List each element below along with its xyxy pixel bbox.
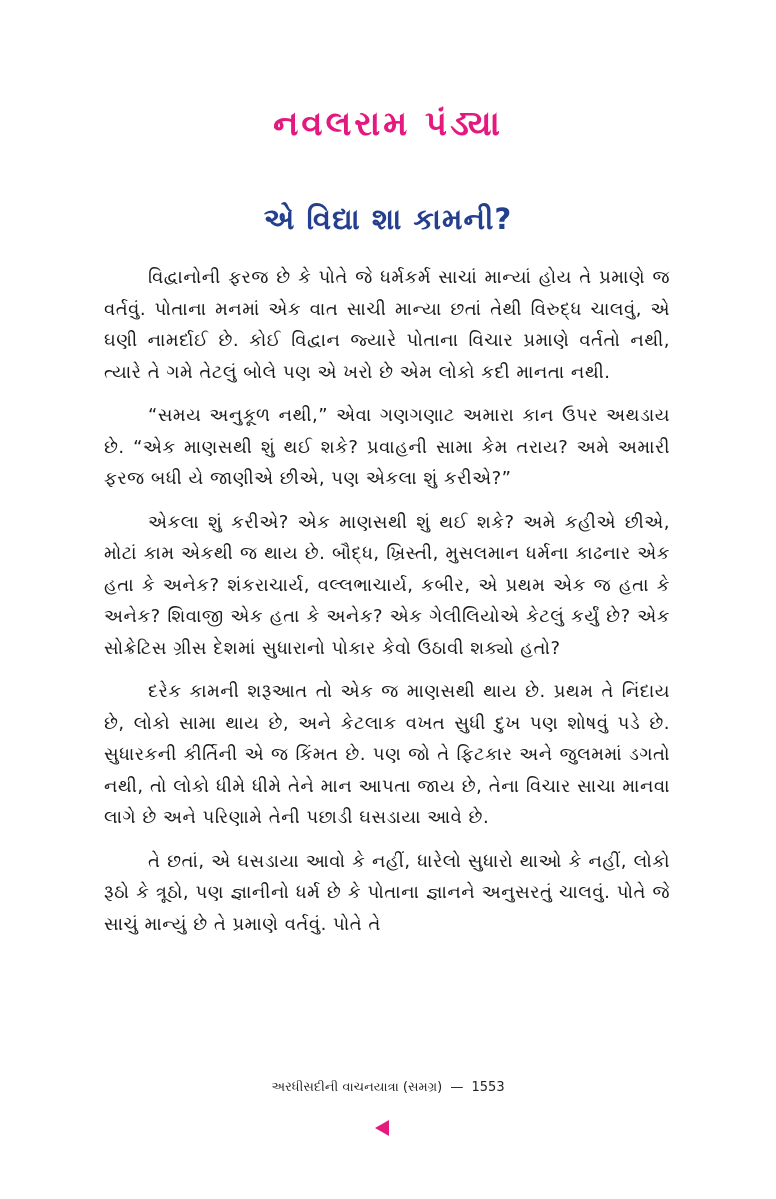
triangle-left-icon[interactable] [375,1120,389,1136]
paragraph-4: દરેક કામની શરૂઆત તો એક જ માણસથી થાય છે. પ્રથમ તે નિંદાય છે, લોકો સામા થાય છે, અને કેટલાક વખત સુધી દુખ પણ શોષવું પડે છે. સુધારકની કીર્તિની એ જ કિંમત છે. પણ જો તે ફિટકાર અને જુલમમાં ડગતો નથી, તો લોકો ધીમે ધીમે તેને માન આપતા જાય છે, તેના વિચાર સાચા માનવા લાગે છે અને પરિણામે તેની પછાડી ઘસડાયા આવે છે. [104,681,670,828]
body-text [104,262,670,952]
page-number: 1553 [471,1080,505,1095]
paragraph-3: એકલા શું કરીએ? એક માણસથી શું થઈ શકે? અમે કહીએ છીએ, મોટાં કામ એકથી જ થાય છે. બૌદ્ધ, ખ્રિસ્તી, મુસલમાન ધર્મના કાઢનાર એક હતા કે અનેક? શંકરાચાર્ય, વલ્લભાચાર્ય, કબીર, એ પ્રથમ એક જ હતા કે અનેક? શિવાજી એક હતા કે અનેક? એક ગેલીલિયોએ કેટલું કર્યું છે? એક સોક્રેટિસ ગ્રીસ દેશમાં સુધારાનો પોકાર કેવો ઉઠાવી શક્યો હતો? [104,511,670,659]
footer-book-title: અરધીસદીની વાચનયાત્રા (સમગ્ર) [271,1080,443,1095]
author-name: નવલરામ પંડ્યા [273,104,503,144]
paragraph-5: તે છતાં, એ ઘસડાયા આવો કે નહીં, ધારેલો સુધારો થાઓ કે નહીં, લોકો રૂઠો કે ત્રૂઠો, પણ જ્ઞાનીનો ધર્મ છે કે પોતાના જ્ઞાનને અનુસરતું ચાલવું. પોતે જે સાચું માન્યું છે તે પ્રમાણે વર્તવું. પોતે તે [104,850,670,935]
footer-separator: — [450,1080,464,1095]
paragraph-1: વિદ્વાનોની ફરજ છે કે પોતે જે ધર્મકર્મ સાચાં માન્યાં હોય તે પ્રમાણે જ વર્તવું. પોતાના મનમાં એક વાત સાચી માન્યા છતાં તેથી વિરુદ્ધ ચાલવું, એ ઘણી નામર્દાઈ છે. કોઈ વિદ્વાન જ્યારે પોતાના વિચાર પ્રમાણે વર્તતો નથી, ત્યારે તે ગમે તેટલું બોલે પણ એ ખરો છે એમ લોકો કદી માનતા નથી. [104,267,670,383]
paragraph-2: “સમય અનુકૂળ નથી,” એવા ગણગણાટ અમારા કાન ઉપર અથડાય છે. “એક માણસથી શું થઈ શકે? પ્રવાહની સામા કેમ તરાય? અમે અમારી ફરજ બધી યે જાણીએ છીએ, પણ એકલા શું કરીએ?” [104,405,670,489]
chapter-title: એ વિદ્યા શા કામની? [263,202,513,236]
page-footer [0,1080,776,1095]
